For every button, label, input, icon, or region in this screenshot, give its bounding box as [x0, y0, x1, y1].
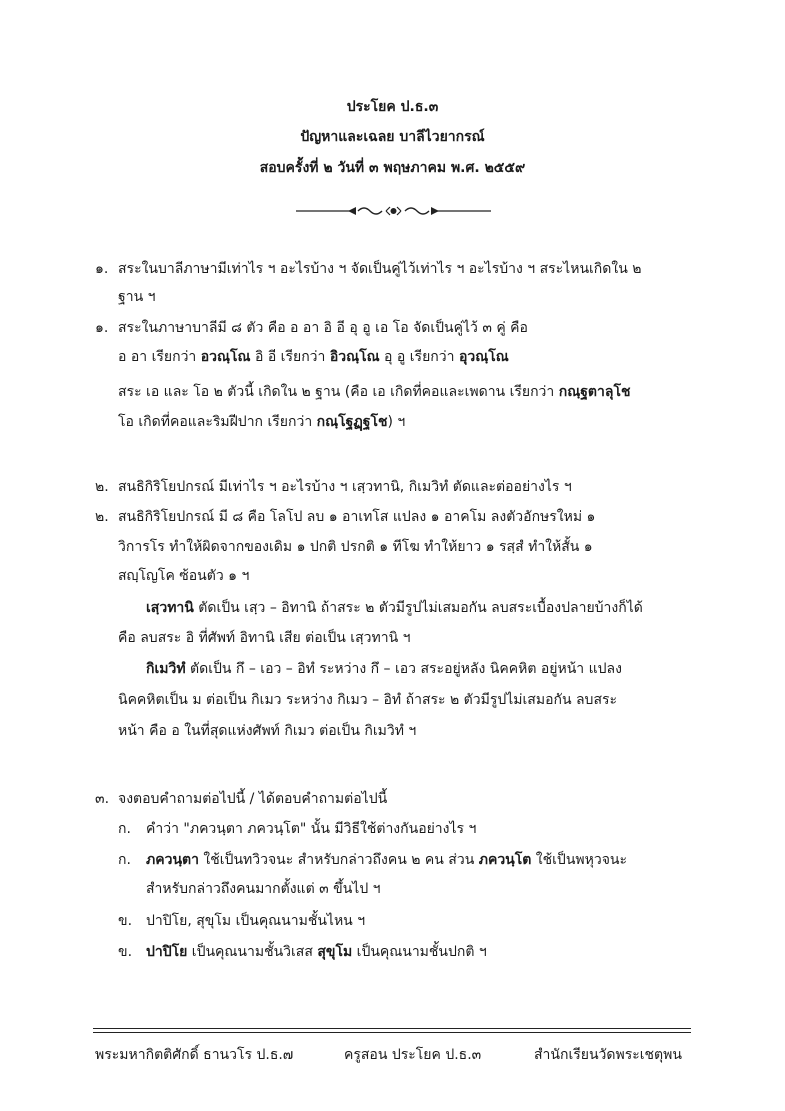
q1-answer-line: สระ เอ และ โอ ๒ ตัวนี้ เกิดใน ๒ ฐาน (คือ เอ เกิดที่คอและเพดาน เรียกว่า กณฺฐตาลุโช	[118, 384, 631, 400]
q2-answer-line: สญฺโญโค ซ้อนตัว ๑ ฯ	[118, 568, 250, 584]
pali-term: ปาปิโย	[146, 944, 188, 960]
pali-term: กิเมวิทํ	[146, 661, 186, 677]
q3-sub-answer-line: ภควนฺตา ใช้เป็นทวิวจนะ สำหรับกล่าวถึงคน ๒ คน ส่วน ภควนฺโต ใช้เป็นพหุวจนะ	[146, 852, 628, 868]
q1-answer-line: โอ เกิดที่คอและริมฝีปาก เรียกว่า กณฺโฐฏฺฐโช) ฯ	[118, 414, 406, 430]
q3-number: ๓.	[95, 791, 110, 807]
q1-number: ๑.	[95, 261, 109, 277]
footer-author: พระมหากิตติศักดิ์ ธานวโร ป.ธ.๗	[95, 1047, 294, 1063]
q1-answer-number: ๑.	[95, 320, 109, 336]
q2-answer-number: ๒.	[95, 509, 109, 525]
q1-answer-line: อ อา เรียกว่า อวณฺโณ อิ อี เรียกว่า อิวณฺโณ อุ อู เรียกว่า อุวณฺโณ	[118, 349, 509, 365]
q3-sub-question: คำว่า "ภควนฺตา ภควนฺโต" นั้น มีวิธีใช้ต่างกันอย่างไร ฯ	[146, 821, 477, 837]
pali-term: อุวณฺโณ	[458, 349, 509, 365]
pali-term: เสฺวทานิ	[146, 600, 194, 616]
pali-term: สุขุโม	[317, 944, 353, 960]
ornamental-divider-icon	[296, 203, 491, 219]
q2-answer-line: นิคคหิตเป็น ม ต่อเป็น กิเมว ระหว่าง กิเมว – อิทํ ถ้าสระ ๒ ตัวมีรูปไม่เสมอกัน ลบสระ	[118, 692, 618, 708]
q3-sub-question: ปาปิโย, สุขุโม เป็นคุณนามชั้นไหน ฯ	[146, 913, 366, 929]
q2-answer-line: เสฺวทานิ ตัดเป็น เสฺว – อิทานิ ถ้าสระ ๒ ตัวมีรูปไม่เสมอกัน ลบสระเบื้องปลายบ้างก็ได้	[146, 600, 643, 616]
pali-term: ภควนฺตา	[146, 852, 199, 868]
q2-number: ๒.	[95, 479, 109, 495]
header-subtitle: ปัญหาและเฉลย บาลีไวยากรณ์	[300, 129, 485, 145]
q3-sub-marker: ข.	[118, 913, 133, 929]
q2-answer-line: หน้า คือ อ ในที่สุดแห่งศัพท์ กิเมว ต่อเป็น กิเมวิทํ ฯ	[118, 723, 417, 739]
footer-institution: สำนักเรียนวัดพระเชตุพน	[534, 1047, 682, 1063]
q3-sub-answer-marker: ก.	[118, 852, 131, 868]
pali-term: อิวณฺโณ	[329, 349, 380, 365]
q1-answer-line: สระในภาษาบาลีมี ๘ ตัว คือ อ อา อิ อี อุ อู เอ โอ จัดเป็นคู่ไว้ ๓ คู่ คือ	[118, 320, 528, 336]
q2-answer-line: วิการโร ทำให้ผิดจากของเดิม ๑ ปกติ ปรกติ ๑ ทีโฆ ทำให้ยาว ๑ รสฺสํ ทำให้สั้น ๑	[118, 539, 593, 555]
q3-question-line: จงตอบคำถามต่อไปนี้ / ได้ตอบคำถามต่อไปนี้	[118, 791, 388, 807]
q2-answer-line: คือ ลบสระ อิ ที่ศัพท์ อิทานิ เสีย ต่อเป็น เสฺวทานิ ฯ	[118, 630, 411, 646]
q3-sub-answer-marker: ข.	[118, 944, 133, 960]
q2-answer-line: กิเมวิทํ ตัดเป็น กึ – เอว – อิทํ ระหว่าง กึ – เอว สระอยู่หลัง นิคคหิต อยู่หน้า แปลง	[146, 661, 622, 677]
pali-term: ภควนฺโต	[478, 852, 532, 868]
q1-question-line: สระในบาลีภาษามีเท่าไร ฯ อะไรบ้าง ฯ จัดเป็นคู่ไว้เท่าไร ฯ อะไรบ้าง ฯ สระไหนเกิดใน ๒	[118, 261, 642, 277]
q1-question-line: ฐาน ฯ	[118, 289, 156, 305]
pali-term: กณฺฐตาลุโช	[558, 384, 631, 400]
pali-term: อวณฺโณ	[200, 349, 251, 365]
q2-answer-line: สนธิกิริโยปกรณ์ มี ๘ คือ โลโป ลบ ๑ อาเทโส แปลง ๑ อาคโม ลงตัวอักษรใหม่ ๑	[118, 509, 596, 525]
footer-rule	[93, 1028, 691, 1029]
pali-term: กณฺโฐฏฺฐโช	[316, 414, 388, 430]
q2-question-line: สนธิกิริโยปกรณ์ มีเท่าไร ฯ อะไรบ้าง ฯ เสฺวทานิ, กิเมวิทํ ตัดและต่ออย่างไร ฯ	[118, 479, 572, 495]
q3-sub-marker: ก.	[118, 821, 131, 837]
header-exam-date: สอบครั้งที่ ๒ วันที่ ๓ พฤษภาคม พ.ศ. ๒๕๕๙	[259, 160, 526, 176]
footer-rule	[93, 1032, 691, 1033]
q3-sub-answer-line: สำหรับกล่าวถึงคนมากตั้งแต่ ๓ ขึ้นไป ฯ	[146, 881, 381, 897]
header-title: ประโยค ป.ธ.๓	[346, 99, 439, 115]
footer-role: ครูสอน ประโยค ป.ธ.๓	[344, 1047, 482, 1063]
q3-sub-answer-line: ปาปิโย เป็นคุณนามชั้นวิเสส สุขุโม เป็นคุณนามชั้นปกติ ฯ	[146, 944, 487, 960]
